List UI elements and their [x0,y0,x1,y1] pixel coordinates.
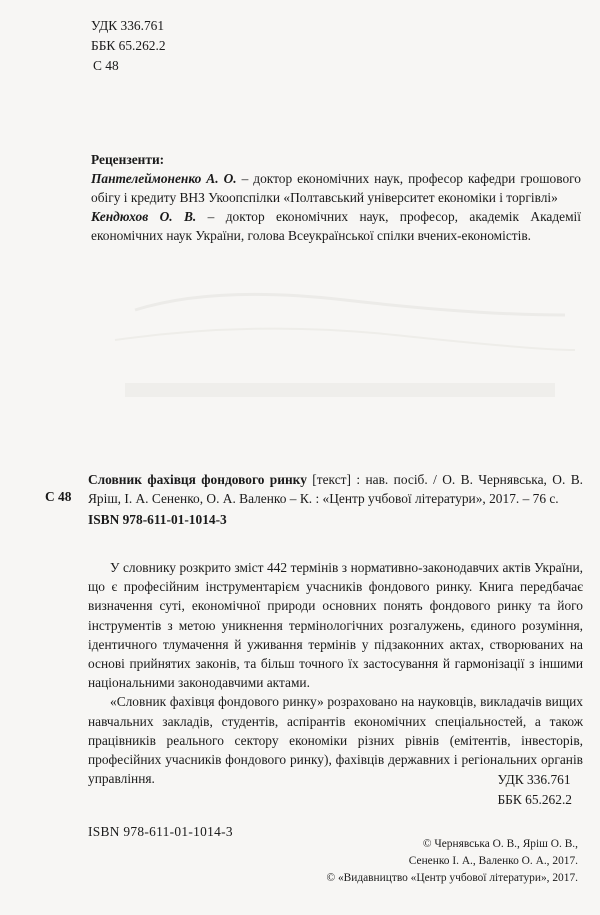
copyright-line-2: Сененко І. А., Валенко О. А., 2017. [408,855,578,867]
footer-isbn: ISBN 978-611-01-1014-3 [88,824,233,839]
annotation-paragraph-1: У словнику розкрито зміст 442 термінів з нормативно-законодавчих актів України, що є професійним інструментарієм учасників фондового ринку. Книга передбачає визначення суті, економічної природи основних понять фондового ринку та його інструментів з метою уникнення термінологічних розгалужень, єдиного розуміння, ідентичного тлумачення й уживання термінів у підзаконних актах, створюваних на основі прийнятих законів, та більш точного їх застосування й гармонізації з іншими національними законодавчими актами. [88,560,583,691]
annotation-paragraph-2: «Словник фахівця фондового ринку» розраховано на науковців, викладачів вищих навчальних закладів, студентів, аспірантів економічних спеціальностей, а також працівників реального сектору економіки різних рівнів (емітентів, інвесторів, професійних учасників фондового ринку), фахівців державних і регіональних органів управління. [88,694,583,787]
annotation [88,558,583,788]
reviewer-2 [91,207,581,245]
shelf-code: С 48 [93,58,119,73]
reviewers-block [91,150,581,245]
reviewer-1-name: Пантелеймоненко А. О. [91,171,237,186]
book-title: Словник фахівця фондового ринку [88,472,307,487]
show-through-background [95,280,585,420]
copyright-notice [326,836,578,887]
udk-code: УДК 336.761 [91,18,165,33]
footer-udk: УДК 336.761 [497,772,571,787]
bbk-code: ББК 65.262.2 [91,38,166,53]
biblio-isbn: ISBN 978-611-01-1014-3 [88,512,227,527]
biblio-details: [текст] : нав. посіб. / О. В. Чернявська, О. В. Яріш, І. А. Сененко, О. А. Валенко – К. : «Центр учбової літератури», 2017. – 76 с. [88,472,583,506]
copyright-line-1: © Чернявська О. В., Яріш О. В., [422,838,578,850]
reviewer-1-text: – доктор економічних наук, професор кафедри грошового обігу і кредиту ВНЗ Укоопспілки «Полтавський університет економіки і торгівлі» [91,171,581,205]
reviewer-1 [91,169,581,207]
footer-classification [497,770,572,810]
copyright-line-3: © «Видавництво «Центр учбової літератури», 2017. [326,872,578,884]
biblio-description [88,470,583,508]
reviewer-2-text: – доктор економічних наук, професор, академік Академії економічних наук України, голова Всеукраїнської спілки вчених-економістів. [91,209,581,243]
footer-bbk: ББК 65.262.2 [497,792,572,807]
biblio-shelf-code: С 48 [45,489,72,504]
bibliographic-record [88,470,583,529]
classification-block [91,16,166,76]
reviewer-2-name: Кендюхов О. В. [91,209,197,224]
reviewers-heading: Рецензенти: [91,152,165,167]
